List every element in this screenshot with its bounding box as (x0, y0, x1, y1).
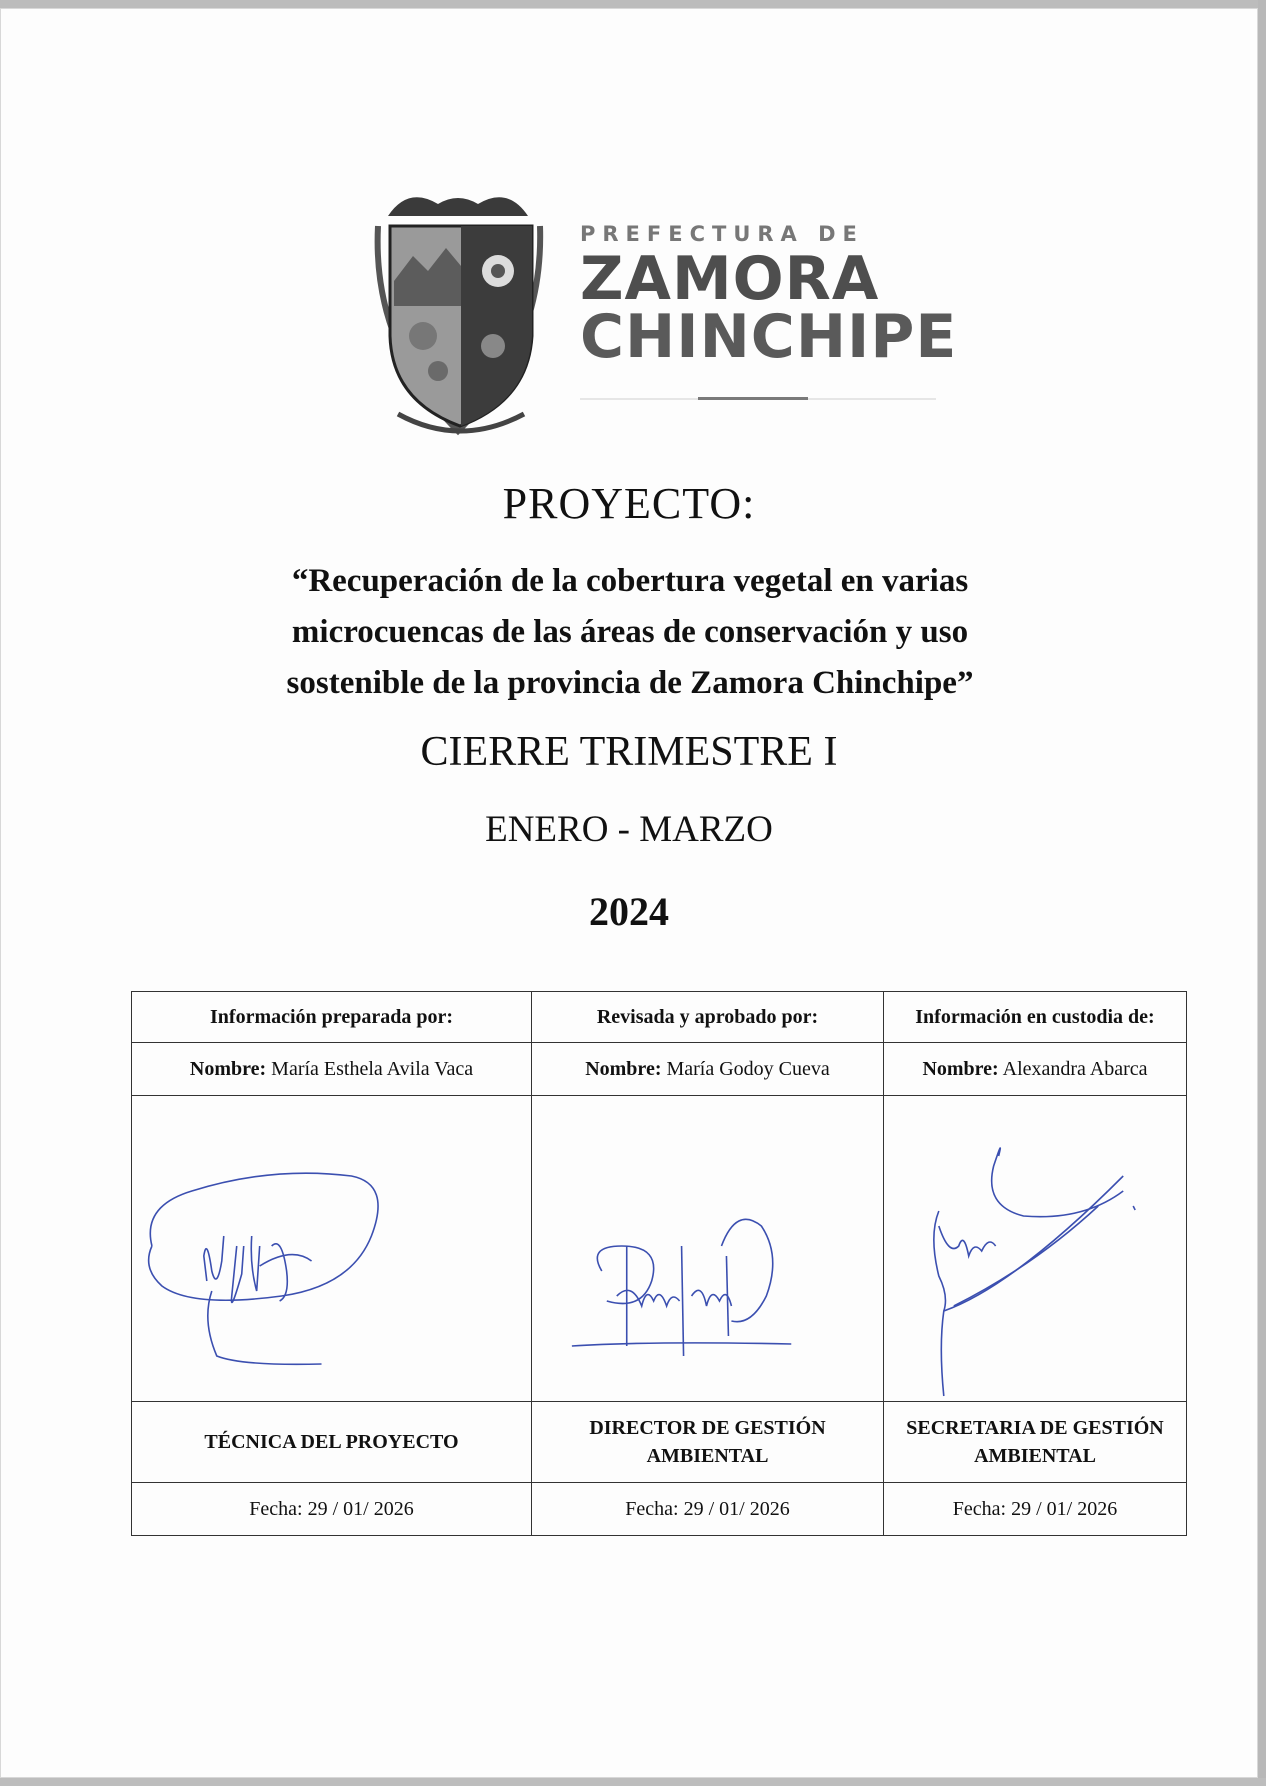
name-label: Nombre: (189, 1057, 267, 1080)
period-months: ENERO - MARZO (485, 809, 773, 850)
logo-line-prefectura: PREFECTURA DE (580, 222, 864, 246)
scan-edge-bottom (0, 1778, 1266, 1786)
prefecture-logo (368, 186, 958, 448)
table-row-names (132, 1043, 1187, 1096)
name-prepared: María Esthela Avila Vaca (271, 1057, 474, 1080)
table-row-headers (132, 992, 1187, 1043)
signature-table (131, 991, 1187, 1536)
project-title: “Recuperación de la cobertura vegetal en varias microcuencas de las áreas de conservación y uso sostenible de la provincia de Zamora Chinchipe” (286, 563, 974, 701)
logo-text (580, 222, 958, 372)
table-row-roles (132, 1402, 1187, 1483)
scan-edge-right (1258, 0, 1266, 1786)
period-title: CIERRE TRIMESTRE I (420, 729, 838, 775)
name-label: Nombre: (585, 1057, 662, 1080)
header-reviewed-by: Revisada y aprobado por: (532, 992, 884, 1043)
role-custody: SECRETARIA DE GESTIÓN AMBIENTAL (884, 1402, 1187, 1483)
signature-reviewed (532, 1096, 883, 1401)
project-label: PROYECTO: (502, 479, 756, 528)
table-row-dates (132, 1483, 1187, 1536)
signature-cell-prepared (132, 1096, 532, 1402)
name-cell-prepared (132, 1043, 532, 1096)
name-custody: Alexandra Abarca (1002, 1057, 1148, 1080)
signature-cell-custody (884, 1096, 1187, 1402)
date-reviewed: Fecha: 29 / 01/ 2026 (532, 1483, 884, 1536)
name-cell-reviewed (532, 1043, 884, 1096)
logo-line-zamora: ZAMORA (580, 244, 880, 314)
role-reviewed: DIRECTOR DE GESTIÓN AMBIENTAL (532, 1402, 884, 1483)
role-prepared: TÉCNICA DEL PROYECTO (132, 1402, 532, 1483)
header-custody-of: Información en custodia de: (884, 992, 1187, 1043)
scan-edge-top (0, 0, 1266, 8)
name-reviewed: María Godoy Cueva (666, 1057, 830, 1080)
signature-cell-reviewed (532, 1096, 884, 1402)
date-custody: Fecha: 29 / 01/ 2026 (884, 1483, 1187, 1536)
document-page (0, 8, 1258, 1778)
date-prepared: Fecha: 29 / 01/ 2026 (132, 1483, 532, 1536)
name-cell-custody (884, 1043, 1187, 1096)
coat-of-arms-icon (368, 186, 554, 448)
logo-line-chinchipe: CHINCHIPE (580, 302, 958, 372)
name-label: Nombre: (922, 1057, 999, 1080)
signature-custody (884, 1096, 1186, 1401)
signature-prepared (132, 1096, 531, 1401)
period-year: 2024 (589, 889, 669, 934)
logo-divider-accent (698, 397, 808, 400)
header-prepared-by: Información preparada por: (132, 992, 532, 1043)
table-row-signatures (132, 1096, 1187, 1402)
